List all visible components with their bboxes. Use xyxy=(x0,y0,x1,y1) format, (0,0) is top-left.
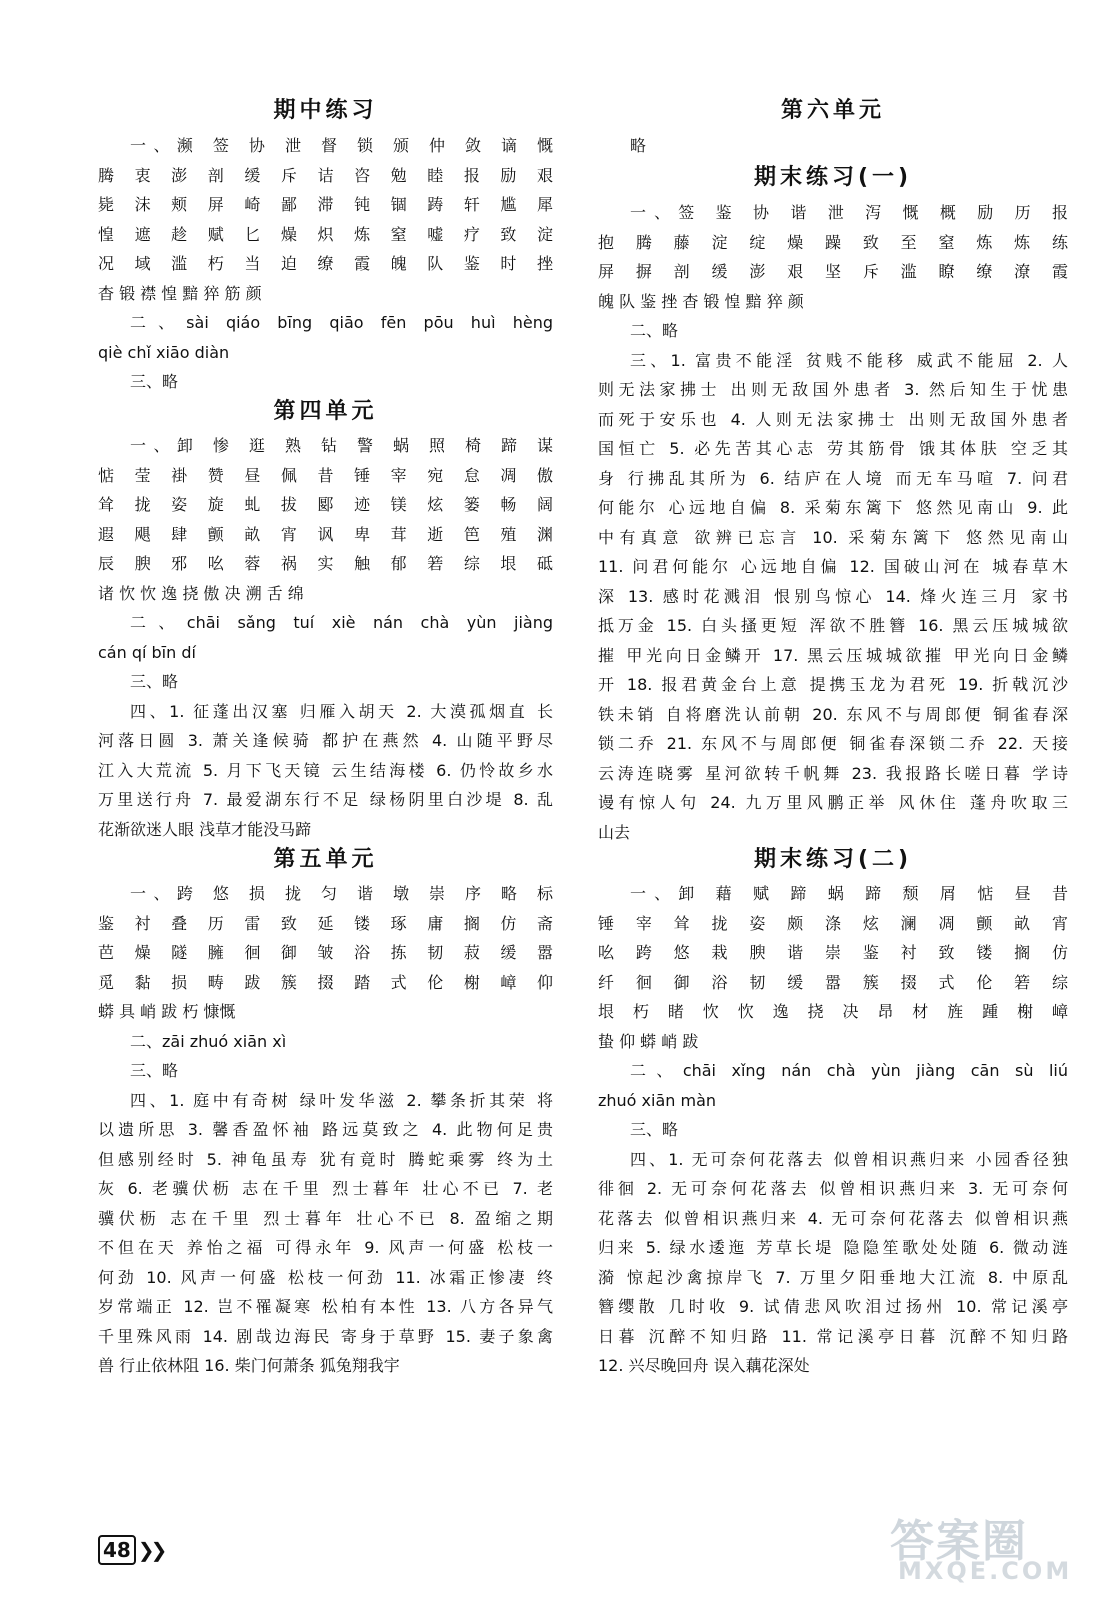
answer-line: 以遗所思 3. 馨香盈怀袖 路远莫致之 4. 此物何足贵 xyxy=(98,1120,553,1139)
answer-line: 岁常端正 12. 岂不罹凝寒 松柏有本性 13. 八方各异气 xyxy=(98,1297,553,1316)
page-number-value: 48 xyxy=(98,1535,136,1565)
section-title-unit5: 第五单元 xyxy=(273,847,378,872)
answer-line: 垠 朽 睹 忺 忺 逸 挠 决 昂 材 旌 踵 榭 嶂 xyxy=(598,1002,1068,1021)
answer-line: 吆 跨 悠 栽 腴 谐 崇 鉴 衬 致 镂 搁 仿 xyxy=(598,943,1068,962)
answer-line: 二、chāi xǐng nán chà yùn jiàng cān sù liú xyxy=(630,1061,1068,1080)
answer-line: 惶 遮 趁 赋 匕 燥 炽 炼 窒 嘘 疗 致 淀 xyxy=(98,224,553,244)
answer-line: 山去 xyxy=(598,822,631,842)
answer-line: 12. 兴尽晚回舟 误入藕花深处 xyxy=(598,1356,810,1375)
section-unit5 xyxy=(98,845,553,1381)
answer-line: 三、1. 富贵不能淫 贫贱不能移 威武不能屈 2. 人 xyxy=(630,350,1068,370)
answer-line: 簪缨散 几时收 9. 试倩悲风吹泪过扬州 10. 常记溪亭 xyxy=(598,1297,1068,1316)
answer-line: 兽 行止依林阻 16. 柴门何萧条 狐兔翔我宇 xyxy=(98,1356,400,1375)
answer-line: cán qí bīn dí xyxy=(98,642,196,662)
answer-line: 四、1. 无可奈何花落去 似曾相识燕归来 小园香径独 xyxy=(630,1149,1068,1169)
answer-line: 纤 徊 御 浴 韧 缓 嚣 簇 掇 式 伦 箬 综 xyxy=(598,972,1068,992)
answer-line: zhuó xiān màn xyxy=(598,1090,717,1110)
answer-line: 二、sài qiáo bīng qiāo fēn pōu huì hèng xyxy=(130,313,553,332)
midterm-lines xyxy=(98,131,553,397)
page-number xyxy=(98,1535,163,1565)
section-title-unit4: 第四单元 xyxy=(273,399,378,424)
answer-line: 谩有惊人句 24. 九万里风鹏正举 风休住 蓬舟吹取三 xyxy=(598,793,1068,812)
answer-line: 诸 忺 忺 逸 挠 傲 决 溯 舌 绵 xyxy=(98,583,304,603)
answer-line: 一、跨 悠 损 拢 匀 谐 墩 崇 序 略 标 xyxy=(130,884,553,903)
unit4-lines xyxy=(98,431,553,844)
answer-line: 何劲 10. 风声一何盛 松枝一何劲 11. 冰霜正惨凄 终 xyxy=(98,1267,553,1287)
answer-line: 锤 宰 耸 拢 姿 颇 涤 炫 澜 凋 颤 畝 宵 xyxy=(598,913,1068,933)
section-title-midterm: 期中练习 xyxy=(273,98,378,123)
answer-line: qiè chǐ xiāo diàn xyxy=(98,342,230,362)
answer-line: 四、1. 征蓬出汉塞 归雁入胡天 2. 大漠孤烟直 长 xyxy=(130,701,553,721)
answer-line: 三、略 xyxy=(130,672,179,691)
answer-line: 何能尔 心远地自偏 8. 采菊东篱下 悠然见南山 9. 此 xyxy=(598,498,1068,517)
answer-line: 觅 黏 损 畴 跋 簇 掇 踏 式 伦 榭 嶂 仰 xyxy=(98,972,553,992)
answer-line: 国恒亡 5. 必先苦其心志 劳其筋骨 饿其体肤 空乏其 xyxy=(598,439,1068,458)
answer-line: 中有真意 欲辨已忘言 10. 采菊东篱下 悠然见南山 xyxy=(598,527,1068,547)
answer-line: 云涛连晓雾 星河欲转千帆舞 23. 我报路长嗟日暮 学诗 xyxy=(598,763,1068,783)
section-unit4 xyxy=(98,397,553,844)
answer-line: 花渐欲迷人眼 浅草才能没马蹄 xyxy=(98,819,312,839)
answer-line: 徘徊 2. 无可奈何花落去 似曾相识燕归来 3. 无可奈何 xyxy=(598,1179,1068,1198)
answer-line: 摧 甲光向日金鳞开 17. 黑云压城城欲摧 甲光向日金鳞 xyxy=(598,645,1068,665)
answer-line: 蟒 具 峭 跋 朽 慷慨 xyxy=(98,1002,236,1021)
answer-line: 一、濒 签 协 泄 督 锁 颁 仲 敛 谪 慨 xyxy=(130,136,553,155)
answer-line: 锁二乔 21. 东风不与周郎便 铜雀春深锁二乔 22. 天接 xyxy=(598,734,1068,753)
answer-line: 深 13. 感时花溅泪 恨别鸟惊心 14. 烽火连三月 家书 xyxy=(598,586,1068,606)
section-final1 xyxy=(598,163,1068,847)
watermark-text: 答案圈 xyxy=(890,1516,1028,1567)
answer-line: 魄 队 鉴 挫 杳 锻 惶 黯 猝 颜 xyxy=(598,291,804,311)
answer-line: 三、略 xyxy=(630,1120,679,1139)
answer-line: 芭 燥 隧 臃 徊 御 皱 浴 拣 韧 菽 缓 嚣 xyxy=(98,943,553,962)
answer-line: 抵万金 15. 白头搔更短 浑欲不胜簪 16. 黑云压城城欲 xyxy=(598,616,1068,635)
answer-line: 三、略 xyxy=(130,372,179,391)
section-title-unit6: 第六单元 xyxy=(780,98,885,123)
answer-line: 日暮 沉醉不知归路 11. 常记溪亭日暮 沉醉不知归路 xyxy=(598,1326,1068,1346)
answer-line: 四、1. 庭中有奇树 绿叶发华滋 2. 攀条折其荣 将 xyxy=(130,1090,553,1110)
unit6-lines xyxy=(598,131,1068,161)
answer-line: 蛰 仰 蟒 峭 跋 xyxy=(598,1031,699,1051)
answer-line: 11. 问君何能尔 心远地自偏 12. 国破山河在 城春草木 xyxy=(598,557,1068,576)
answer-line: 漪 惊起沙禽掠岸飞 7. 万里夕阳垂地大江流 8. 中原乱 xyxy=(598,1267,1068,1287)
answer-line: 河落日圆 3. 萧关逢候骑 都护在燕然 4. 山随平野尽 xyxy=(98,731,553,750)
answer-line: 腾 衷 澎 剖 缓 斥 诘 咨 勉 睦 报 励 艰 xyxy=(98,165,553,185)
answer-line: 抱 腾 藤 淀 绽 燥 躁 致 至 窒 炼 炼 练 xyxy=(598,232,1068,252)
answer-line: 杳 锻 襟 惶 黯 猝 筋 颜 xyxy=(98,283,262,303)
section-title-final1: 期末练习(一) xyxy=(753,165,913,190)
watermark-url: MXQE.COM xyxy=(898,1557,1073,1585)
answer-line: 不但在天 养怡之福 可得永年 9. 风声一何盛 松枝一 xyxy=(98,1238,553,1257)
answer-line: 万里送行舟 7. 最爱湖东行不足 绿杨阴里白沙堤 8. 乱 xyxy=(98,790,553,809)
answer-line: 江入大荒流 5. 月下飞天镜 云生结海楼 6. 仍怜故乡水 xyxy=(98,760,553,780)
section-midterm xyxy=(98,96,553,397)
answer-line: 一、卸 藉 赋 蹄 蜗 蹄 颓 屑 惦 昼 昔 xyxy=(630,884,1068,903)
answer-line: 略 xyxy=(630,136,647,155)
answer-line: 一、签 鉴 协 谐 泄 泻 慨 概 励 历 报 xyxy=(630,203,1068,222)
section-unit6 xyxy=(598,96,1068,161)
answer-line: 毙 沫 颊 屏 崎 鄙 滞 钝 锢 踌 轩 尴 犀 xyxy=(98,195,553,214)
answer-line: 二、略 xyxy=(630,321,679,340)
answer-line: 开 18. 报君黄金台上意 提携玉龙为君死 19. 折戟沉沙 xyxy=(598,675,1068,694)
answer-line: 况 域 滥 朽 当 迫 缭 霞 魄 队 鉴 时 挫 xyxy=(98,254,553,273)
answer-line: 三、略 xyxy=(130,1061,179,1080)
watermark xyxy=(890,1503,1090,1593)
answer-line: 屏 摒 剖 缓 澎 艰 坚 斥 滥 瞭 缭 潦 霞 xyxy=(598,262,1068,281)
final1-lines xyxy=(598,198,1068,847)
unit5-lines xyxy=(98,879,553,1381)
section-final2 xyxy=(598,845,1068,1381)
answer-line: 千里殊风雨 14. 剧哉边海民 寄身于草野 15. 妻子象禽 xyxy=(98,1326,553,1346)
answer-line: 鉴 衬 叠 历 雷 致 延 镂 琢 庸 搁 仿 斋 xyxy=(98,913,553,933)
answer-line: 骥伏枥 志在千里 烈士暮年 壮心不已 8. 盈缩之期 xyxy=(98,1208,553,1228)
answer-line: 灰 6. 老骥伏枥 志在千里 烈士暮年 壮心不已 7. 老 xyxy=(98,1179,553,1198)
answer-line: 二、zāi zhuó xiān xì xyxy=(130,1031,287,1051)
answer-line: 惦 莹 褂 赞 昼 佩 昔 锤 宰 宛 怠 凋 傲 xyxy=(98,465,553,485)
answer-line: 二、chāi sǎng tuí xiè nán chà yùn jiàng xyxy=(130,613,553,632)
section-title-final2: 期末练习(二) xyxy=(753,847,913,872)
answer-line: 花落去 似曾相识燕归来 4. 无可奈何花落去 似曾相识燕 xyxy=(598,1208,1068,1228)
answer-line: 辰 腴 邪 吆 蓉 祸 实 触 郁 箬 综 垠 砥 xyxy=(98,554,553,573)
final2-lines xyxy=(598,879,1068,1381)
answer-line: 归来 5. 绿水逶迤 芳草长堤 隐隐笙歌处处随 6. 微动涟 xyxy=(598,1238,1068,1257)
answer-line: 而死于安乐也 4. 人则无法家拂士 出则无敌国外患者 xyxy=(598,409,1068,429)
answer-line: 铁未销 自将磨洗认前朝 20. 东风不与周郎便 铜雀春深 xyxy=(598,704,1068,724)
double-chevron-right-icon: ❯❯ xyxy=(137,1538,164,1562)
answer-line: 身 行拂乱其所为 6. 结庐在人境 而无车马喧 7. 问君 xyxy=(598,468,1068,488)
answer-line: 耸 拢 姿 旋 虬 拔 郾 迹 镁 炫 篓 畅 阔 xyxy=(98,495,553,514)
answer-line: 遐 飓 肆 颤 畝 宵 讽 卑 茸 逝 笆 殖 渊 xyxy=(98,524,553,544)
answer-line: 但感别经时 5. 神龟虽寿 犹有竟时 腾蛇乘雾 终为土 xyxy=(98,1149,553,1169)
answer-line: 一、卸 惨 逛 熟 钻 警 蜗 照 椅 蹄 谋 xyxy=(130,436,553,455)
answer-line: 则无法家拂士 出则无敌国外患者 3. 然后知生于忧患 xyxy=(598,380,1068,399)
